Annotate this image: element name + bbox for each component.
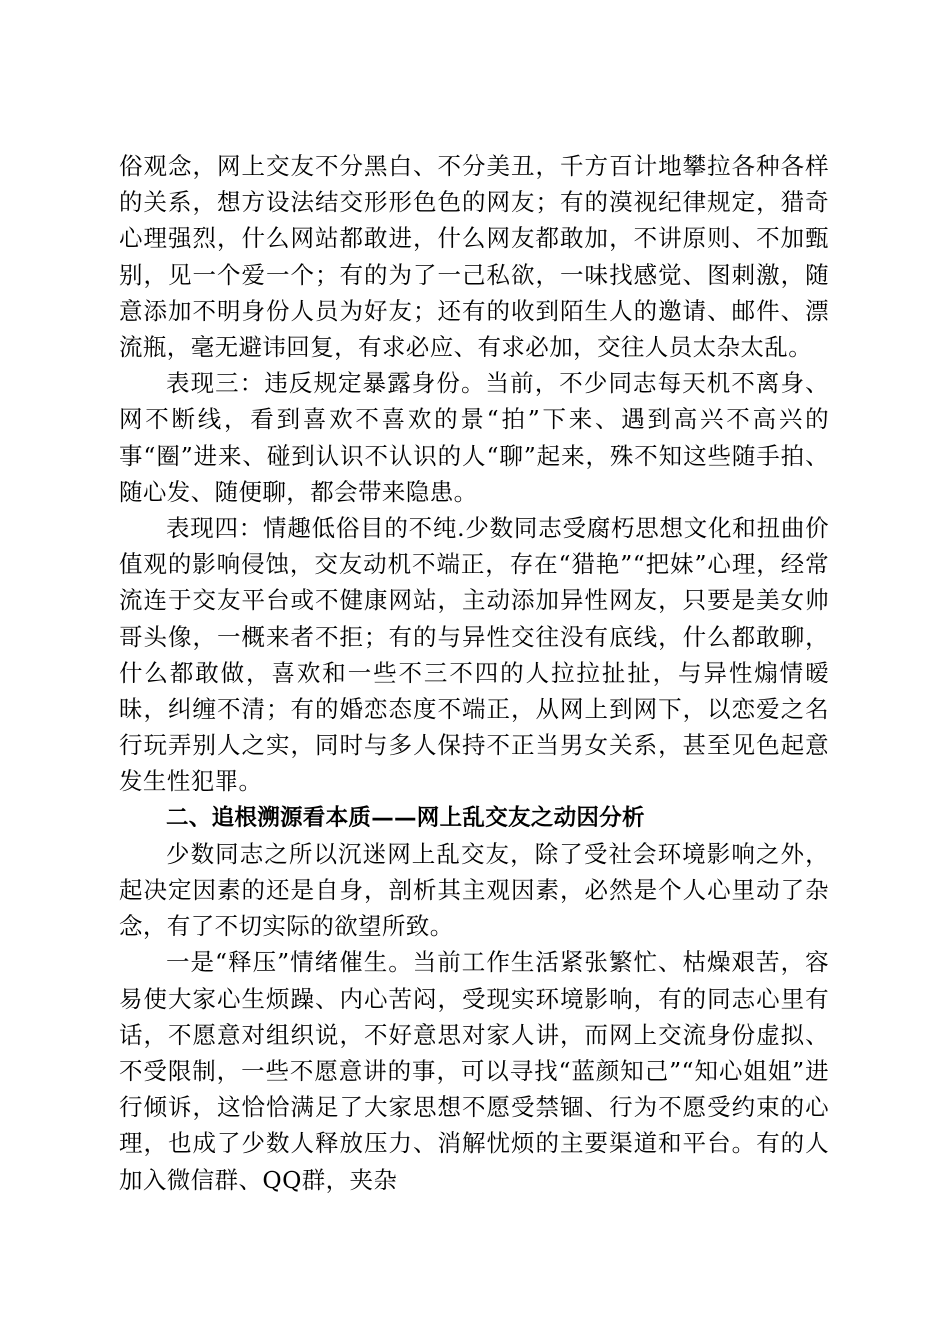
- paragraph-yi-shi: 一是“释压”情绪催生。当前工作生活紧张繁忙、枯燥艰苦，容易使大家心生烦躁、内心苦闷，受现实环境影响，有的同志心里有话，不愿意对组织说，不好意思对家人讲，而网上交流身份虚拟、不受限制，一些不愿意讲的事，可以寻找“蓝颜知己”“知心姐姐”进行倾诉，这恰恰满足了大家思想不愿受禁锢、行为不愿受约束的心理，也成了少数人释放压力、消解忧烦的主要渠道和平台。有的人加入微信群、QQ群，夹杂: [119, 948, 829, 1194]
- document-page: [119, 148, 829, 1198]
- paragraph-section-intro: 少数同志之所以沉迷网上乱交友，除了受社会环境影响之外，起决定因素的还是自身，剖析其主观因素，必然是个人心里动了杂念，有了不切实际的欲望所致。: [119, 839, 829, 941]
- paragraph-biaoxian-si: 表现四：情趣低俗目的不纯.少数同志受腐朽思想文化和扭曲价值观的影响侵蚀，交友动机不端正，存在“猎艳”“把妹”心理，经常流连于交友平台或不健康网站，主动添加异性网友，只要是美女帅哥头像，一概来者不拒；有的与异性交往没有底线，什么都敢聊，什么都敢做，喜欢和一些不三不四的人拉拉扯扯，与异性煽情暧昧，纠缠不清；有的婚恋态度不端正，从网上到网下，以恋爱之名行玩弄别人之实，同时与多人保持不正当男女关系，甚至见色起意发生性犯罪。: [119, 514, 829, 796]
- paragraph-biaoxian-san: 表现三：违反规定暴露身份。当前，不少同志每天机不离身、网不断线，看到喜欢不喜欢的景“拍”下来、遇到高兴不高兴的事“圈”进来、碰到认识不认识的人“聊”起来，殊不知这些随手拍、随心发、随便聊，都会带来隐患。: [119, 369, 829, 506]
- paragraph-continuation: 俗观念，网上交友不分黑白、不分美丑，千方百计地攀拉各种各样的关系，想方设法结交形形色色的网友；有的漠视纪律规定，猎奇心理强烈，什么网站都敢进，什么网友都敢加，不讲原则、不加甄别，见一个爱一个；有的为了一己私欲，一味找感觉、图刺激，随意添加不明身份人员为好友；还有的收到陌生人的邀请、邮件、漂流瓶，毫无避讳回复，有求必应、有求必加，交往人员太杂太乱。: [119, 152, 829, 362]
- section-heading: 二、追根溯源看本质——网上乱交友之动因分析: [166, 804, 645, 831]
